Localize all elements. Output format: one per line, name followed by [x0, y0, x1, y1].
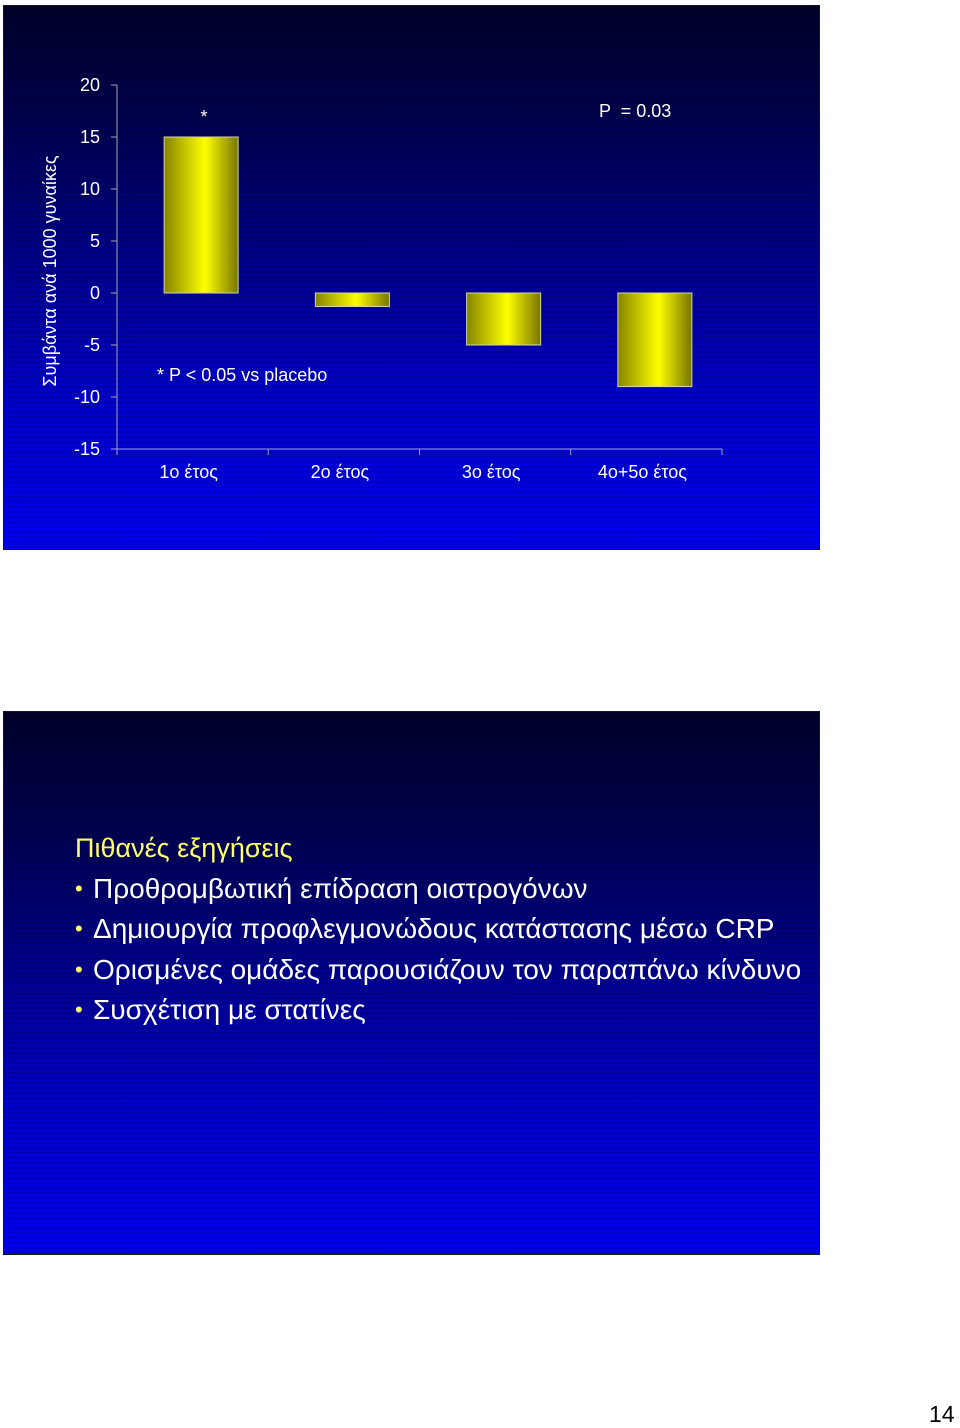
x-tick-label: 1ο έτος: [159, 462, 218, 482]
bar-chart: [4, 6, 819, 549]
bar-1: [164, 137, 238, 293]
p-value-label: P = 0.03: [599, 101, 672, 121]
y-tick-label: 20: [79, 75, 100, 95]
bar-3: [467, 293, 541, 345]
significance-footnote: * P < 0.05 vs placebo: [157, 365, 328, 385]
x-tick-label: 2ο έτος: [310, 462, 370, 482]
y-tick-label: 5: [89, 231, 100, 251]
bullet-item-risk-groups: • Ορισμένες ομάδες παρουσιάζουν τον παραπάνω κίνδυνο: [75, 950, 815, 991]
bullet-item-crp-inflammation: • Δημιουργία προφλεγμονώδους κατάστασης μέσω CRP: [75, 909, 815, 950]
significance-asterisk: *: [200, 107, 208, 127]
y-axis-title: Συμβάντα ανά 1000 γυναίκες: [40, 155, 60, 387]
explanations-slide: [3, 711, 820, 1255]
y-tick-label: -15: [73, 439, 100, 459]
y-tick-label: -5: [83, 335, 100, 355]
y-tick-label: -10: [73, 387, 100, 407]
chart-slide: [3, 5, 820, 550]
chart-marks: [74, 75, 722, 482]
bullet-item-prothrombotic: • Προθρομβωτική επίδραση οιστρογόνων: [75, 869, 815, 910]
x-tick-label: 3ο έτος: [461, 462, 521, 482]
y-tick-label: 10: [79, 179, 100, 199]
bar-4: [618, 293, 692, 387]
y-tick-label: 15: [79, 127, 100, 147]
slide-heading: Πιθανές εξηγήσεις: [75, 833, 293, 863]
slide-text-block: [75, 828, 815, 1031]
bullet-item-statins: • Συσχέτιση με στατίνες: [75, 990, 815, 1031]
bullet-list: [75, 869, 815, 1031]
y-tick-label: 0: [89, 283, 100, 303]
bar-2: [315, 293, 389, 307]
x-tick-label: 4ο+5ο έτος: [597, 462, 687, 482]
page-number: 14: [929, 1401, 955, 1427]
